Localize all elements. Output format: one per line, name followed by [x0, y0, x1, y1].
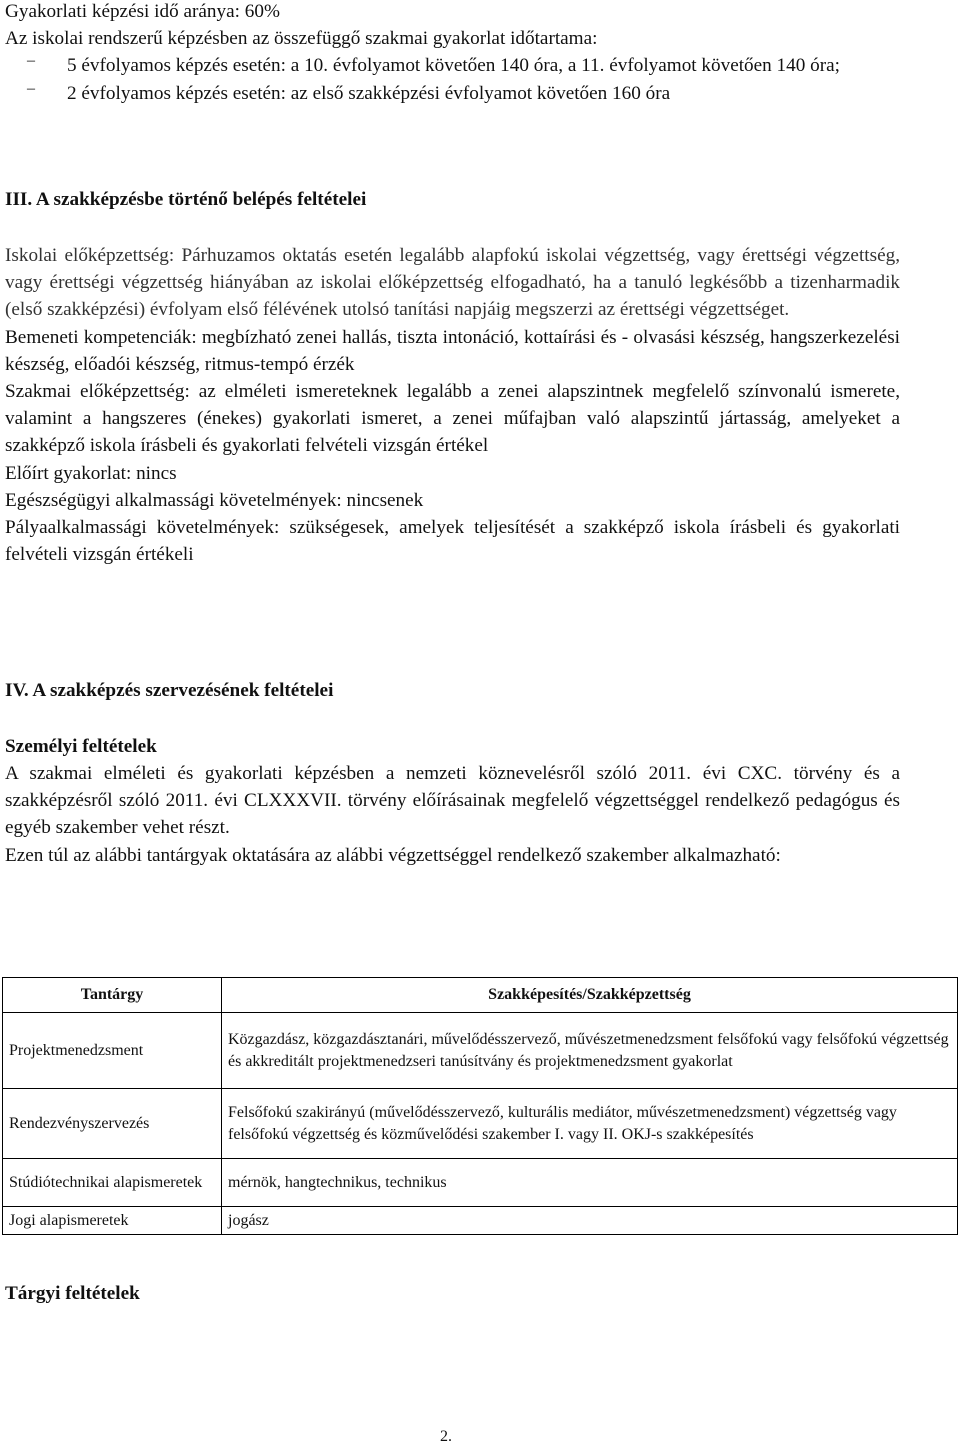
- section-3-title: III. A szakképzésbe történő belépés feltételei: [5, 189, 367, 210]
- table-header-row: [3, 978, 958, 1013]
- intro-block: [5, 0, 900, 107]
- career-requirements: Pályaalkalmassági követelmények: szükségesek, amelyek teljesítését a szakképző iskola írásbeli és gyakorlati felvételi vizsgán értékeli: [5, 517, 900, 566]
- list-item-text: 2 évfolyamos képzés esetén: az első szakképzési évfolyamot követően 160 óra: [67, 82, 671, 104]
- personal-conditions-body: [5, 760, 900, 869]
- subject-cell: Projektmenedzsment: [3, 1013, 222, 1089]
- subject-cell: Rendezvényszervezés: [3, 1089, 222, 1159]
- dash-bullet-icon: –: [27, 52, 35, 70]
- subject-cell: Stúdiótechnikai alapismeretek: [3, 1159, 222, 1207]
- column-header-qualification: Szakképesítés/Szakképzettség: [222, 978, 958, 1013]
- practice-duration-heading: Az iskolai rendszerű képzésben az összefüggő szakmai gyakorlat időtartama:: [5, 28, 598, 50]
- qualification-cell: jogász: [222, 1207, 958, 1235]
- list-item: [5, 52, 900, 79]
- personal-paragraph-2: Ezen túl az alábbi tantárgyak oktatására az alábbi végzettséggel rendelkező szakember alkalmazható:: [5, 844, 781, 866]
- qualification-cell: mérnök, hangtechnikus, technikus: [222, 1159, 958, 1207]
- input-competencies: Bemeneti kompetenciák: megbízható zenei hallás, tiszta intonáció, kottaírási és - olvasási készség, hangszerkezelési készség, előadói készség, ritmus-tempó érzék: [5, 326, 900, 375]
- section-4-title: IV. A szakképzés szervezésének feltételei: [5, 680, 334, 701]
- table-row: [3, 1159, 958, 1207]
- personal-conditions-title: Személyi feltételek: [5, 736, 157, 757]
- personal-paragraph: A szakmai elméleti és gyakorlati képzésben a nemzeti köznevelésről szóló 2011. évi CXC. törvény és a szakképzésről szóló 2011. évi CLXXXVII. törvény előírásainak megfelelő végzettséggel rendelkező pedagógus és egyéb szakember vehet részt.: [5, 763, 900, 839]
- required-practice: Előírt gyakorlat: nincs: [5, 462, 177, 484]
- school-prerequisite: Iskolai előképzettség: Párhuzamos oktatás esetén legalább alapfokú iskolai végzettség, vagy érettségi végzettség, vagy érettségi végzettség hiányában az iskolai előképzettség elfogadható, ha a tanuló legkésőbb a tizenharmadik (első szakképzési) évfolyam első félévének utolsó tanítási napjáig megszerzi az érettségi végzettséget.: [5, 245, 900, 321]
- subject-cell: Jogi alapismeretek: [3, 1207, 222, 1235]
- list-item: [5, 80, 900, 107]
- qualification-cell: Felsőfokú szakirányú (művelődésszervező, kulturális mediátor, művészetmenedzsment) végzettség vagy felsőfokú végzettség és közművelődési szakember I. vagy II. OKJ-s szakképesítés: [222, 1089, 958, 1159]
- subjects-table: [2, 977, 958, 1235]
- table-row: [3, 1207, 958, 1235]
- dash-bullet-icon: –: [27, 79, 35, 97]
- qualification-cell: Közgazdász, közgazdásztanári, művelődésszervező, művészetmenedzsment felsőfokú vagy felsőfokú végzettség és akkreditált projektmenedzseri tanúsítvány és projektmenedzsment gyakorlat: [222, 1013, 958, 1089]
- section-3-body: [5, 242, 900, 568]
- list-item-text: 5 évfolyamos képzés esetén: a 10. évfolyamot követően 140 óra, a 11. évfolyamot követően 140 óra;: [67, 55, 840, 77]
- health-requirements: Egészségügyi alkalmassági követelmények: nincsenek: [5, 489, 424, 511]
- practical-ratio: Gyakorlati képzési idő aránya: 60%: [5, 1, 280, 22]
- column-header-subject: Tantárgy: [3, 978, 222, 1013]
- tangible-conditions-title: Tárgyi feltételek: [5, 1283, 140, 1304]
- professional-prerequisite: Szakmai előképzettség: az elméleti ismereteknek legalább a zenei alapszintnek megfelelő színvonalú ismerete, valamint a hangszeres (énekes) gyakorlati ismeret, a zenei műfajban való alapszintű jártasság, amelyeket a szakképző iskola írásbeli és gyakorlati felvételi vizsgán értékel: [5, 381, 900, 457]
- table-row: [3, 1013, 958, 1089]
- page-number: 2.: [440, 1428, 452, 1445]
- table-row: [3, 1089, 958, 1159]
